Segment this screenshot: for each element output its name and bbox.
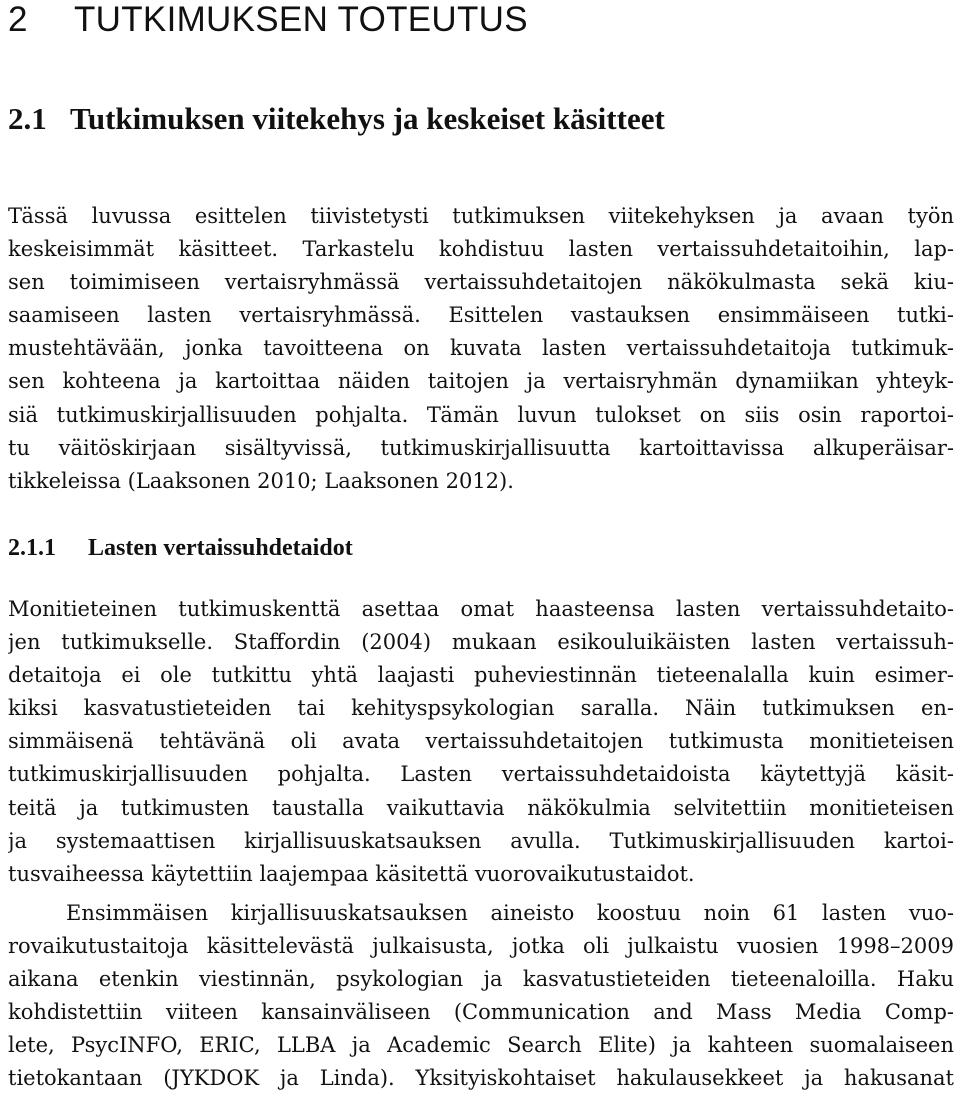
text-line: ja systemaattisen kirjallisuuskatsauksen avulla. Tutkimuskirjallisuuden kartoi- xyxy=(8,828,954,853)
text-line: rovaikutustaitoja käsittelevästä julkaisusta, jotka oli julkaistu vuosien 1998–2009 xyxy=(8,934,954,959)
text-line: Tässä luvussa esittelen tiivistetysti tutkimuksen viitekehyksen ja avaan työn xyxy=(8,204,954,228)
text-line: siä tutkimuskirjallisuuden pohjalta. Tämän luvun tulokset on siis osin raportoi- xyxy=(8,402,954,427)
chapter-title: TUTKIMUKSEN TOTEUTUS xyxy=(74,0,528,39)
text-line: saamiseen lasten vertaisryhmässä. Esittelen vastauksen ensimmäiseen tutki- xyxy=(8,303,954,328)
text-line: Monitieteinen tutkimuskenttä asettaa omat haasteensa lasten vertaissuhdetaito- xyxy=(8,597,954,621)
section-number: 2.1 xyxy=(8,101,47,136)
text-line: Ensimmäisen kirjallisuuskatsauksen aineisto koostuu noin 61 lasten vuo- xyxy=(66,901,954,925)
text-line: kohdistettiin viiteen kansainväliseen (Communication and Mass Media Comp- xyxy=(8,1000,954,1025)
text-line: tikkeleissa (Laaksonen 2010; Laaksonen 2012). xyxy=(8,468,514,493)
text-line: tutkimuskirjallisuuden pohjalta. Lasten vertaissuhdetaidoista käytettyjä käsit- xyxy=(8,762,954,787)
subsection-number: 2.1.1 xyxy=(8,535,56,561)
subsection-heading xyxy=(8,533,353,563)
text-line: lete, PsycINFO, ERIC, LLBA ja Academic Search Elite) ja kahteen suomalaiseen xyxy=(8,1033,954,1058)
text-line: tu väitöskirjaan sisältyvissä, tutkimuskirjallisuutta kartoittavissa alkuperäisar- xyxy=(8,435,954,460)
text-line: sen kohteena ja kartoittaa näiden taitojen ja vertaisryhmän dynamiikan yhteyk- xyxy=(8,369,954,394)
chapter-heading xyxy=(8,0,954,40)
section-heading xyxy=(8,101,665,137)
text-line: keskeisimmät käsitteet. Tarkastelu kohdistuu lasten vertaissuhdetaitoihin, lap- xyxy=(8,237,954,262)
text-line: teitä ja tutkimusten taustalla vaikuttavia näkökulmia selvitettiin monitieteisen xyxy=(8,795,954,820)
text-line: kiksi kasvatustieteiden tai kehityspsykologian saralla. Näin tutkimuksen en- xyxy=(8,696,954,721)
paragraph-peer-skills xyxy=(8,593,954,891)
paragraph-introduction xyxy=(8,200,954,498)
chapter-number: 2 xyxy=(8,0,28,39)
text-line: tietokantaan (JYKDOK ja Linda). Yksityiskohtaiset hakulausekkeet ja hakusanat xyxy=(8,1066,954,1091)
text-line: sen toimimiseen vertaisryhmässä vertaissuhdetaitojen näkökulmasta sekä kiu- xyxy=(8,270,954,295)
paragraph-literature-review xyxy=(8,897,954,1096)
subsection-title: Lasten vertaissuhdetaidot xyxy=(88,535,353,561)
text-line: simmäisenä tehtävänä oli avata vertaissuhdetaitojen tutkimusta monitieteisen xyxy=(8,729,954,754)
text-line: tusvaiheessa käytettiin laajempaa käsitettä vuorovaikutustaidot. xyxy=(8,861,695,886)
text-line: aikana etenkin viestinnän, psykologian ja kasvatustieteiden tieteenaloilla. Haku xyxy=(8,967,954,992)
section-title: Tutkimuksen viitekehys ja keskeiset käsitteet xyxy=(70,101,665,136)
text-line: detaitoja ei ole tutkittu yhtä laajasti puheviestinnän tieteenalalla kuin esimer- xyxy=(8,663,954,688)
document-page xyxy=(8,0,954,1091)
text-line: mustehtävään, jonka tavoitteena on kuvata lasten vertaissuhdetaitoja tutkimuk- xyxy=(8,336,954,361)
text-line: jen tutkimukselle. Staffordin (2004) mukaan esikouluikäisten lasten vertaissuh- xyxy=(8,630,954,655)
